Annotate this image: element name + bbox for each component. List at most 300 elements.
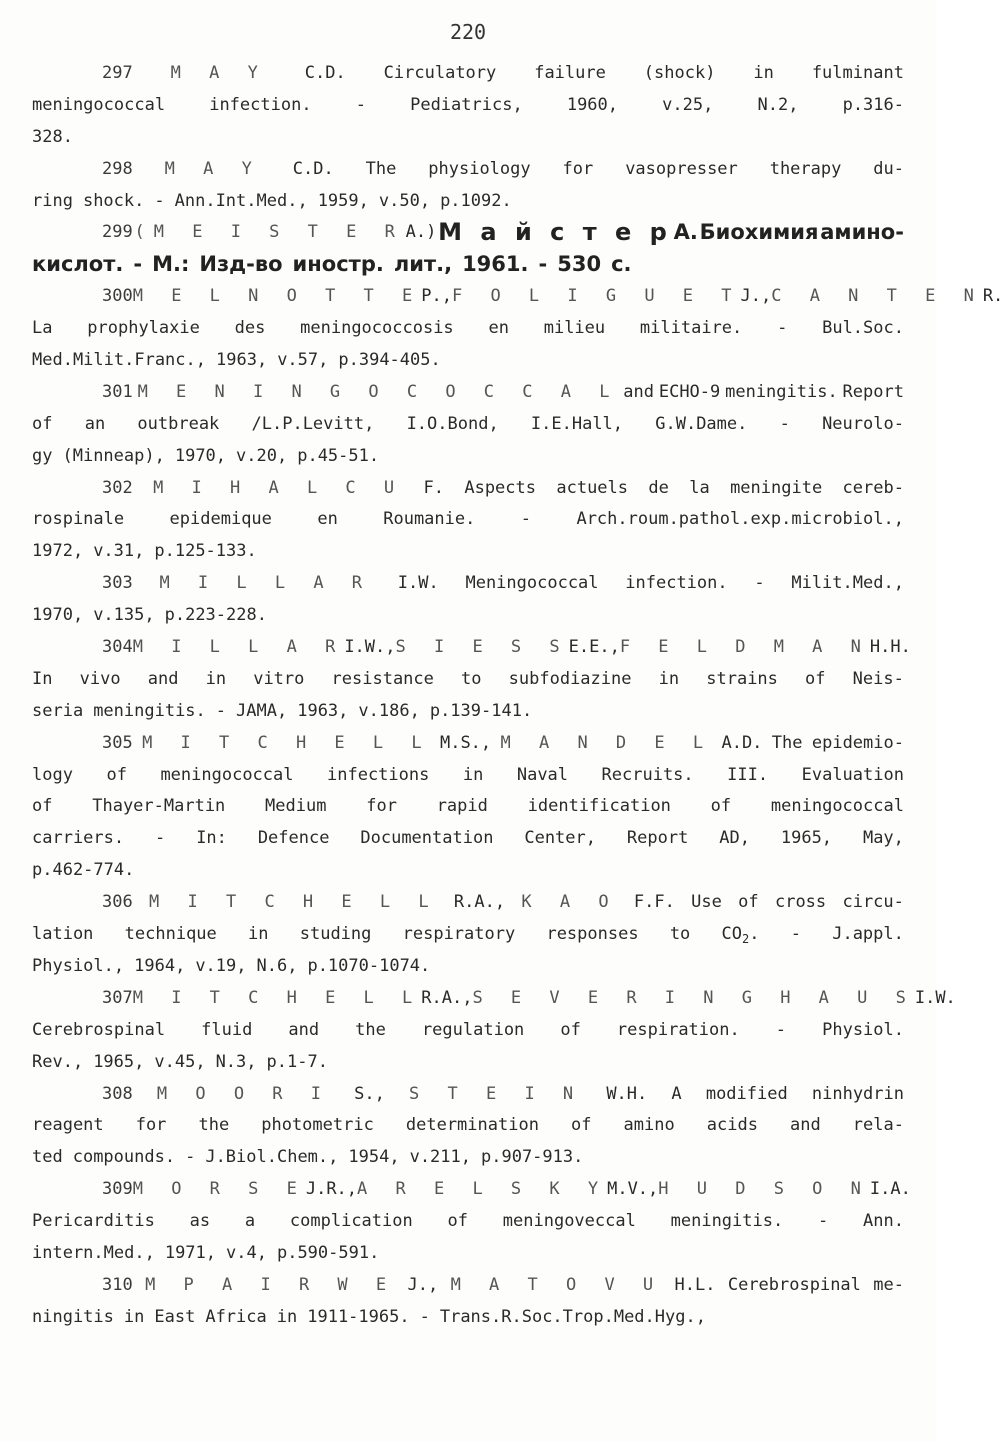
citation-word: Биохимия <box>699 220 819 245</box>
entry-number: 298 <box>102 158 133 179</box>
citation-word: and <box>147 668 179 689</box>
citation-word: amino <box>623 1115 675 1136</box>
citation-word: infection. <box>625 573 728 594</box>
entry-line <box>32 1238 904 1270</box>
citation-word: actuels <box>556 477 629 498</box>
citation-word: 1965, <box>93 1051 145 1072</box>
citation-word: of <box>560 1019 581 1040</box>
bibliography-list <box>32 58 1003 1334</box>
citation-word: v.135, <box>93 605 155 626</box>
citation-word: ningitis <box>32 1306 114 1327</box>
citation-word: v.57, <box>277 350 329 371</box>
citation-word: gy <box>32 445 53 466</box>
author-name: M O R S E <box>132 1179 306 1200</box>
citation-word: logy <box>32 764 73 785</box>
citation-word: The <box>771 732 803 753</box>
citation-word: 1970, <box>174 445 227 466</box>
citation-word: resistance <box>331 668 434 689</box>
entry-line <box>32 1302 904 1334</box>
entry-line <box>32 345 904 377</box>
entry-number: 304 <box>102 637 133 658</box>
citation-word: A <box>671 1083 682 1104</box>
entry-first-line <box>32 1270 904 1302</box>
citation-word: v.19, <box>195 955 247 976</box>
entry-first-line <box>32 887 904 919</box>
citation-word: and <box>789 1115 821 1136</box>
citation-word: p.223-228. <box>164 605 267 626</box>
citation-word: - <box>355 94 366 115</box>
citation-word: p.394-405. <box>338 350 441 371</box>
citation-word: of <box>447 1211 468 1232</box>
citation-word: - <box>538 252 548 277</box>
citation-word: - <box>779 413 790 434</box>
entry-first-line <box>32 1174 911 1206</box>
citation-word: - <box>775 1019 787 1040</box>
entry-number: 303 <box>102 573 133 594</box>
author-name: M I L L A R <box>159 573 372 594</box>
citation-word: to <box>669 924 691 945</box>
citation-word: v.31, <box>93 541 145 562</box>
citation-word: p.45-51. <box>297 445 380 466</box>
citation-word: - <box>754 573 765 594</box>
citation-word: p.125-133. <box>154 541 257 562</box>
citation-word: ninhydrin <box>811 1083 904 1104</box>
citation-word: Neis- <box>852 668 904 689</box>
citation-word: subfodiazine <box>508 668 632 689</box>
entry-line <box>32 1110 904 1142</box>
author-name: S T E I N <box>409 1083 583 1104</box>
citation-word: Rev., <box>32 1051 84 1072</box>
citation-word: v.45, <box>154 1051 206 1072</box>
citation-word: Ann. <box>863 1211 904 1232</box>
entry-line <box>32 1142 904 1174</box>
bibliography-entry <box>32 983 956 1079</box>
citation-word: de <box>648 477 669 498</box>
citation-word: epidemio- <box>811 732 904 753</box>
citation-word: Cerebrospinal <box>727 1274 861 1295</box>
citation-word: meningococcal <box>160 764 294 785</box>
entry-number: 300 <box>102 286 133 307</box>
author-name: М а й с т е р <box>438 218 672 247</box>
citation-word: acids <box>706 1115 758 1136</box>
citation-word: fulminant <box>811 63 904 83</box>
author-name: M I H A L C U <box>153 477 404 498</box>
citation-word: Изд-во <box>199 252 283 277</box>
citation-word: Center, <box>524 828 596 849</box>
citation-word: shock. <box>82 190 145 211</box>
author-name: M A Y <box>164 158 261 179</box>
author-name: S E V E R I N G H A U S <box>472 987 915 1008</box>
citation-word: ECHO-9 <box>658 381 721 402</box>
citation-word: v.20, <box>236 445 288 466</box>
citation-word: C.D. <box>304 63 346 83</box>
citation-word: the <box>355 1019 386 1040</box>
citation-word: Aspects <box>464 477 536 498</box>
citation-word: p.1070-1074. <box>307 955 431 976</box>
entry-line <box>32 409 904 441</box>
entry-number: 307 <box>102 987 133 1008</box>
author-name: M O O R I <box>156 1083 330 1104</box>
citation-word: rospinale <box>32 509 125 530</box>
author-name: K A O <box>521 892 618 913</box>
citation-word: A.D. <box>721 732 763 753</box>
citation-word: cross <box>774 892 827 913</box>
citation-word: v.211, <box>409 1147 471 1168</box>
citation-word: J., <box>407 1274 439 1295</box>
citation-word: - <box>790 924 801 945</box>
author-name: (M E I S T E R <box>134 222 404 243</box>
entry-line <box>32 536 904 568</box>
citation-word: regulation <box>421 1019 525 1040</box>
citation-word: Med.Milit.Franc., <box>32 350 206 371</box>
citation-word: Neurolo- <box>822 413 904 434</box>
entry-line <box>32 90 904 122</box>
citation-word: - <box>419 1306 430 1327</box>
citation-word: vivo <box>79 668 121 689</box>
citation-word: v.25, <box>662 94 714 115</box>
citation-word: for <box>562 158 594 179</box>
entry-line <box>32 823 904 855</box>
citation-word: /L.P.Levitt, <box>251 413 375 434</box>
citation-word: May, <box>862 828 904 849</box>
entry-line <box>32 760 904 792</box>
entry-line <box>32 249 904 281</box>
bibliography-entry <box>32 377 904 473</box>
citation-word: failure <box>534 63 606 83</box>
citation-word: in <box>658 668 680 689</box>
citation-word: кислот. <box>32 252 124 277</box>
citation-word: vasopresser <box>625 158 738 179</box>
citation-word: of <box>805 668 826 689</box>
citation-word: in <box>753 63 774 83</box>
citation-word: N.6, <box>256 955 298 976</box>
bibliography-entry <box>32 887 904 983</box>
citation-word: 1965, <box>780 828 833 849</box>
citation-word: strains <box>706 668 778 689</box>
bibliography-entry <box>32 728 904 887</box>
citation-word: des <box>234 318 266 339</box>
citation-word: 1954, <box>348 1147 400 1168</box>
citation-word: p.462-774. <box>32 860 135 881</box>
citation-word: physiology <box>428 158 531 179</box>
citation-word: R.A., <box>453 892 506 913</box>
citation-word: fluid <box>201 1019 253 1040</box>
citation-word: Documentation <box>360 828 494 849</box>
citation-word: 1961. <box>462 252 529 277</box>
citation-word: H.L. <box>674 1274 716 1295</box>
citation-word: N.3, <box>215 1051 257 1072</box>
bibliography-entry <box>32 281 1003 377</box>
citation-word: respiratory <box>402 924 516 945</box>
citation-word: Defence <box>257 828 330 849</box>
citation-word: Medium <box>265 796 327 817</box>
entry-first-line <box>32 217 904 249</box>
entry-number: 306 <box>102 892 133 913</box>
bibliography-entry <box>32 632 911 728</box>
citation-word: Physiol. <box>822 1019 904 1040</box>
bibliography-entry <box>32 1079 904 1175</box>
citation-word: meningococcosis <box>300 318 454 339</box>
citation-word: J.Biol.Chem., <box>205 1147 339 1168</box>
citation-word: F.F. <box>633 892 675 913</box>
bibliography-entry <box>32 473 904 569</box>
citation-word: - <box>185 1147 196 1168</box>
citation-word: militaire. <box>639 318 743 339</box>
author-name: H U D S O N <box>658 1179 870 1200</box>
citation-word: J.appl. <box>832 924 904 945</box>
citation-word: H.H. <box>869 637 911 658</box>
citation-word: 1963, <box>216 350 268 371</box>
author-name: M A T O V U <box>450 1274 663 1295</box>
citation-word: rapid <box>436 796 488 817</box>
citation-word: лит., <box>393 252 453 277</box>
citation-word: an <box>84 413 106 434</box>
citation-word: J., <box>740 286 772 307</box>
citation-word: Ann.Int.Med., <box>174 190 308 211</box>
citation-word: - <box>154 190 165 211</box>
citation-word: outbreak <box>137 413 220 434</box>
citation-word: modified <box>705 1083 788 1104</box>
citation-word: of <box>106 764 127 785</box>
entry-number: 297 <box>102 63 133 83</box>
entry-line <box>32 122 904 154</box>
citation-word: Meningococcal <box>465 573 599 594</box>
citation-word: 1971, <box>164 1242 217 1263</box>
author-name: M E L N O T T E <box>132 286 422 307</box>
citation-word: Recruits. <box>601 764 694 785</box>
citation-word: G.W.Dame. <box>655 413 748 434</box>
citation-word: vitro <box>253 668 305 689</box>
entry-line <box>32 600 904 632</box>
author-name: M E N I N G O C O C C A L <box>137 381 619 402</box>
citation-word: Physiol., <box>32 955 125 976</box>
citation-word: М.: <box>152 252 190 277</box>
page-number: 220 <box>449 20 487 44</box>
entry-number: 310 <box>102 1274 133 1295</box>
author-name: A R E L S K Y <box>357 1179 608 1200</box>
citation-word: of <box>32 413 53 434</box>
citation-word: 1970, <box>32 605 84 626</box>
citation-word: иностр. <box>292 252 384 277</box>
citation-word: W.H. <box>606 1083 648 1104</box>
citation-word: 530 <box>557 252 602 277</box>
citation-word: du- <box>873 158 904 179</box>
bibliography-entry <box>32 568 904 632</box>
citation-word: I.W. <box>397 573 439 594</box>
citation-word: meningoveccal <box>502 1211 636 1232</box>
entry-line <box>32 504 904 536</box>
citation-word: a <box>244 1211 256 1232</box>
citation-word: meningococcal <box>32 94 166 115</box>
citation-word: of <box>738 892 759 913</box>
citation-word: epidemique <box>169 509 272 530</box>
citation-word: studing <box>299 924 372 945</box>
citation-word: - <box>777 318 788 339</box>
citation-word: the <box>198 1115 230 1136</box>
citation-word: с. <box>611 252 632 277</box>
citation-word: 1911-1965. <box>307 1306 410 1327</box>
citation-word: Trans.R.Soc.Trop.Med.Hyg., <box>439 1306 706 1327</box>
citation-word: therapy <box>769 158 842 179</box>
citation-word: lation <box>32 924 94 945</box>
citation-word: Circulatory <box>383 63 497 83</box>
entry-first-line <box>32 377 904 409</box>
author-name: M A Y <box>170 63 267 83</box>
citation-word: en <box>488 318 509 339</box>
citation-word: Milit.Med., <box>791 573 904 594</box>
citation-word: I.E.Hall, <box>530 413 624 434</box>
citation-word: in <box>276 1306 298 1327</box>
citation-word: en <box>317 509 338 530</box>
citation-word: compounds. <box>72 1147 176 1168</box>
citation-word: identification <box>527 796 671 817</box>
citation-word: In: <box>196 828 227 849</box>
citation-word: meningitis. <box>93 700 206 721</box>
entry-number: 301 <box>102 381 133 402</box>
citation-word: infections <box>327 764 430 785</box>
citation-word: for <box>135 1115 167 1136</box>
citation-word: of <box>32 796 53 817</box>
citation-word: I.A. <box>869 1179 911 1200</box>
citation-word: $CO_2$. <box>721 924 760 947</box>
citation-word: А. <box>673 220 698 245</box>
citation-word: p.139-141. <box>429 700 533 721</box>
citation-word: (shock) <box>643 63 716 83</box>
citation-word: photometric <box>261 1115 374 1136</box>
citation-word: R. <box>982 286 1003 307</box>
citation-word: 328. <box>32 126 73 147</box>
citation-word: in <box>248 924 269 945</box>
citation-word: - <box>520 509 532 530</box>
citation-word: Arch.roum.pathol.exp.microbiol., <box>576 509 904 530</box>
citation-word: Cerebrospinal <box>32 1019 166 1040</box>
citation-word: ring <box>32 190 73 211</box>
entry-first-line <box>32 58 904 90</box>
entry-line <box>32 313 904 345</box>
author-name: M I T C H E L L <box>142 732 431 753</box>
citation-word: in <box>462 764 484 785</box>
citation-word: technique <box>124 924 217 945</box>
citation-word: East <box>154 1306 196 1327</box>
citation-word: Roumanie. <box>383 509 476 530</box>
entry-number: 302 <box>102 477 133 498</box>
bibliography-entry <box>32 154 904 218</box>
entry-first-line <box>32 728 904 760</box>
citation-word: I.O.Bond, <box>406 413 499 434</box>
citation-word: - <box>155 828 166 849</box>
citation-word: Pericarditis <box>32 1211 155 1232</box>
citation-word: in <box>123 1306 145 1327</box>
entry-number: 309 <box>102 1179 133 1200</box>
entry-line <box>32 919 904 951</box>
citation-word: Thayer-Martin <box>92 796 226 817</box>
citation-word: p.316- <box>842 94 904 115</box>
entry-line <box>32 664 904 696</box>
citation-word: 1972, <box>32 541 84 562</box>
entry-first-line <box>32 154 904 186</box>
author-name: M I T C H E L L <box>149 892 438 913</box>
citation-word: M.V., <box>607 1179 659 1200</box>
citation-word: as <box>189 1211 211 1232</box>
entry-number: 305 <box>102 732 133 753</box>
citation-word: in <box>205 668 227 689</box>
citation-word: of <box>570 1115 592 1136</box>
author-name: M I T C H E L L <box>132 987 422 1008</box>
citation-word: Naval <box>516 764 569 785</box>
citation-word: J.R., <box>305 1179 358 1200</box>
citation-word: me- <box>873 1274 904 1295</box>
citation-word: Pediatrics, <box>410 94 523 115</box>
citation-word: and <box>623 381 654 402</box>
entry-line <box>32 855 904 887</box>
bibliography-entry <box>32 58 904 154</box>
citation-word: AD, <box>719 828 750 849</box>
citation-word: 1963, <box>297 700 349 721</box>
citation-word: Report <box>626 828 689 849</box>
citation-word: M.S., <box>439 732 492 753</box>
citation-word: cereb- <box>842 477 904 498</box>
entry-number: 299 <box>102 222 133 243</box>
citation-word: Bul.Soc. <box>822 318 904 339</box>
citation-word: v.186, <box>358 700 420 721</box>
author-name: F O L I G U E T <box>451 286 741 307</box>
author-name: S I E S S <box>395 637 569 658</box>
citation-word: to <box>461 668 482 689</box>
entry-line <box>32 696 904 728</box>
citation-word: (Minneap), <box>62 445 165 466</box>
entry-line <box>32 1206 904 1238</box>
citation-word: - <box>133 252 143 277</box>
citation-word: R.A., <box>421 987 473 1008</box>
citation-word: Africa <box>205 1306 267 1327</box>
citation-word: seria <box>32 700 84 721</box>
citation-word: амино- <box>820 220 904 245</box>
citation-word: C.D. <box>292 158 334 179</box>
entry-line <box>32 441 904 473</box>
citation-word: p.907-913. <box>481 1147 584 1168</box>
citation-word: meningitis. <box>670 1211 784 1232</box>
entry-first-line <box>32 632 911 664</box>
citation-word: - <box>215 700 227 721</box>
entry-line <box>32 1047 904 1079</box>
citation-word: I.W., <box>344 637 396 658</box>
author-name: M A N D E L <box>500 732 713 753</box>
entry-first-line <box>32 1079 904 1111</box>
citation-word: v.4, <box>226 1242 267 1263</box>
citation-word: infection. <box>209 94 312 115</box>
citation-word: circu- <box>842 892 904 913</box>
entry-line <box>32 791 904 823</box>
citation-word: prophylaxie <box>87 318 200 339</box>
bibliography-entry <box>32 217 904 281</box>
citation-word: F. <box>423 477 444 498</box>
citation-word: JAMA, <box>236 700 288 721</box>
citation-word: 1960, <box>566 94 619 115</box>
citation-word: responses <box>546 924 639 945</box>
entry-first-line <box>32 568 904 600</box>
citation-word: In <box>32 668 53 689</box>
author-name: F E L D M A N <box>619 637 870 658</box>
citation-word: P., <box>421 286 452 307</box>
citation-word: E.E., <box>568 637 620 658</box>
citation-word: 1964, <box>134 955 186 976</box>
citation-word: reagent <box>32 1115 104 1136</box>
citation-word: v.50, <box>378 190 431 211</box>
citation-word: meningite <box>730 477 823 498</box>
entry-first-line <box>32 473 904 505</box>
citation-word: rela- <box>852 1115 904 1136</box>
citation-word: I.W. <box>914 987 956 1008</box>
